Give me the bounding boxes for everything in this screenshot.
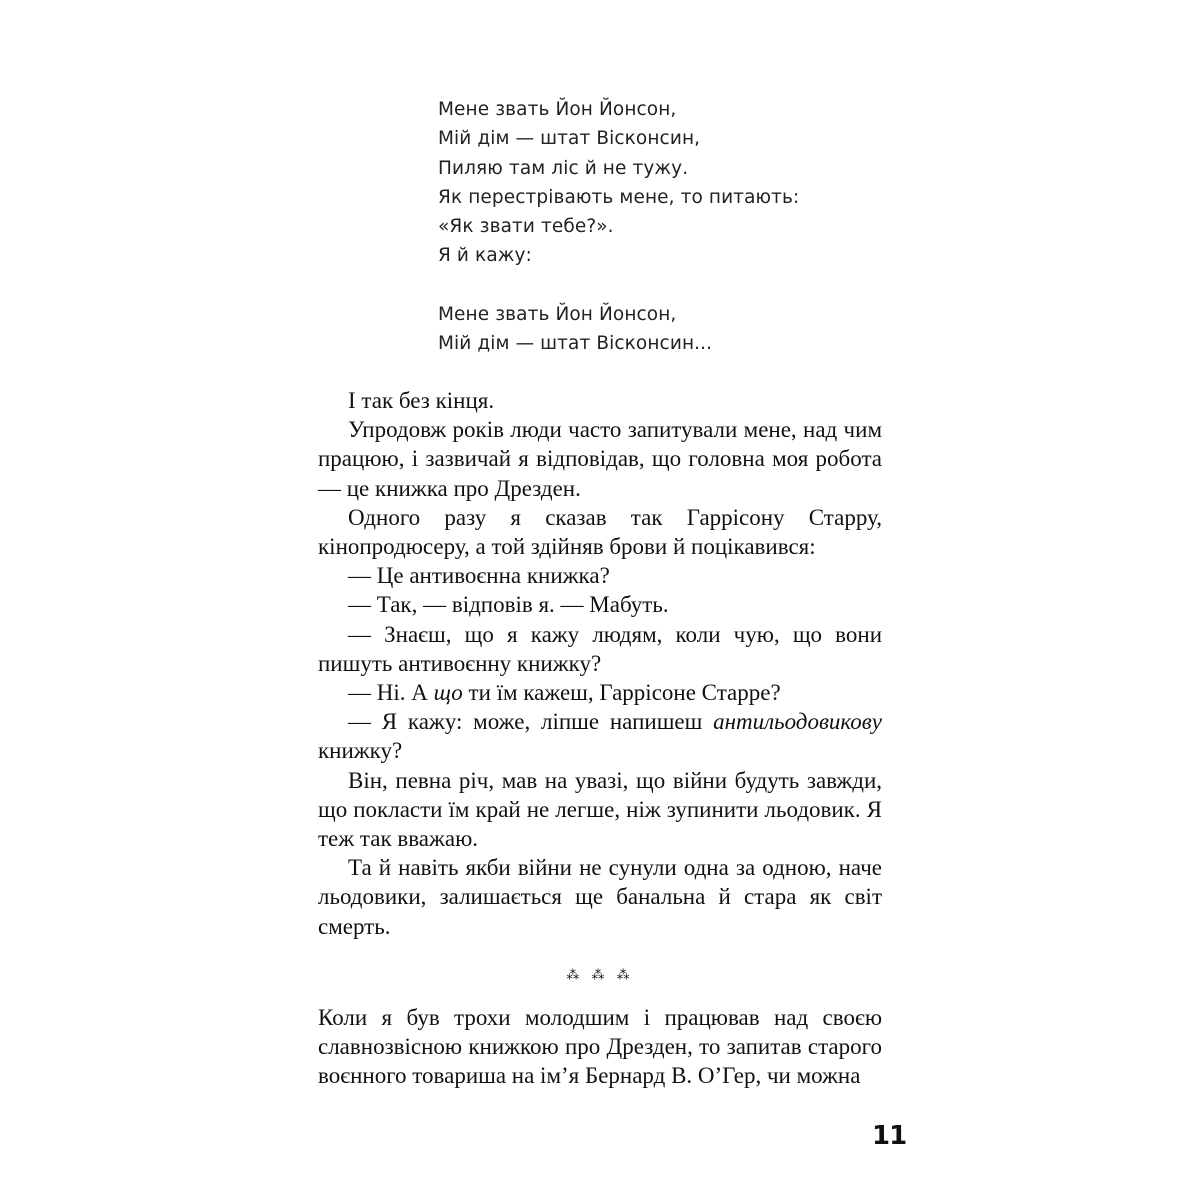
paragraph: І так без кінця. bbox=[348, 388, 495, 413]
poem-line: Пиляю там ліс й не тужу. bbox=[438, 157, 689, 179]
paragraph: Одного разу я сказав так Гаррісону Старру, кінопродюсеру, а той здійняв брови й поцікавився: bbox=[318, 504, 882, 560]
dialogue-text: ти їм кажеш, Гаррісоне Старре? bbox=[462, 680, 781, 706]
emphasis-text: що bbox=[433, 680, 463, 706]
prose-block bbox=[318, 386, 882, 1090]
dialogue-text: — Я кажу: може, ліпше напишеш bbox=[348, 709, 714, 735]
dialogue-line: — Так, — відповів я. — Мабуть. bbox=[348, 592, 669, 618]
asterism-icon: ⁂ ⁂ ⁂ bbox=[566, 967, 634, 983]
dialogue-line bbox=[318, 678, 882, 707]
poem-line: Мене звать Йон Йонсон, bbox=[438, 99, 677, 120]
poem-line: Мій дім — штат Вісконсин... bbox=[438, 333, 713, 355]
dialogue-text: — Ні. А bbox=[348, 680, 434, 706]
page-number: 11 bbox=[872, 1121, 907, 1151]
poem-line: Мій дім — штат Вісконсин, bbox=[438, 128, 701, 150]
dialogue-text: книжку? bbox=[318, 738, 403, 764]
emphasis-text: антильодовикову bbox=[713, 709, 882, 735]
paragraph: Коли я був трохи молодшим і працював над своєю славнозвісною книжкою про Дрезден, то запитав старого воєнного товариша на ім’я Бернард В. О’Гер, чи можна bbox=[318, 1004, 882, 1089]
poem-line: Я й кажу: bbox=[438, 245, 532, 267]
poem-line: Як перестрівають мене, то питають: bbox=[438, 186, 800, 208]
paragraph: Упродовж років люди часто запитували мене, над чим працюю, і зазвичай я відповідав, що головна моя робота — це книжка про Дрезден. bbox=[318, 417, 882, 501]
stanza-gap bbox=[438, 271, 799, 300]
dialogue-line: — Знаєш, що я кажу людям, коли чую, що вони пишуть антивоєнну книжку? bbox=[318, 621, 882, 676]
paragraph: Він, певна річ, мав на увазі, що війни будуть завжди, що покласти їм край не легше, ніж зупинити льодовик. Я теж так вважаю. bbox=[318, 767, 882, 852]
dialogue-line: — Це антивоєнна книжка? bbox=[348, 563, 610, 589]
section-separator bbox=[318, 941, 882, 1003]
poem-block bbox=[438, 95, 799, 358]
paragraph: Та й навіть якби війни не сунули одна за одною, наче льодовики, залишається ще банальна й стара як світ смерть. bbox=[318, 855, 882, 939]
poem-line: «Як звати тебе?». bbox=[438, 216, 614, 238]
poem-line: Мене звать Йон Йонсон, bbox=[438, 303, 677, 325]
dialogue-line bbox=[318, 707, 882, 765]
